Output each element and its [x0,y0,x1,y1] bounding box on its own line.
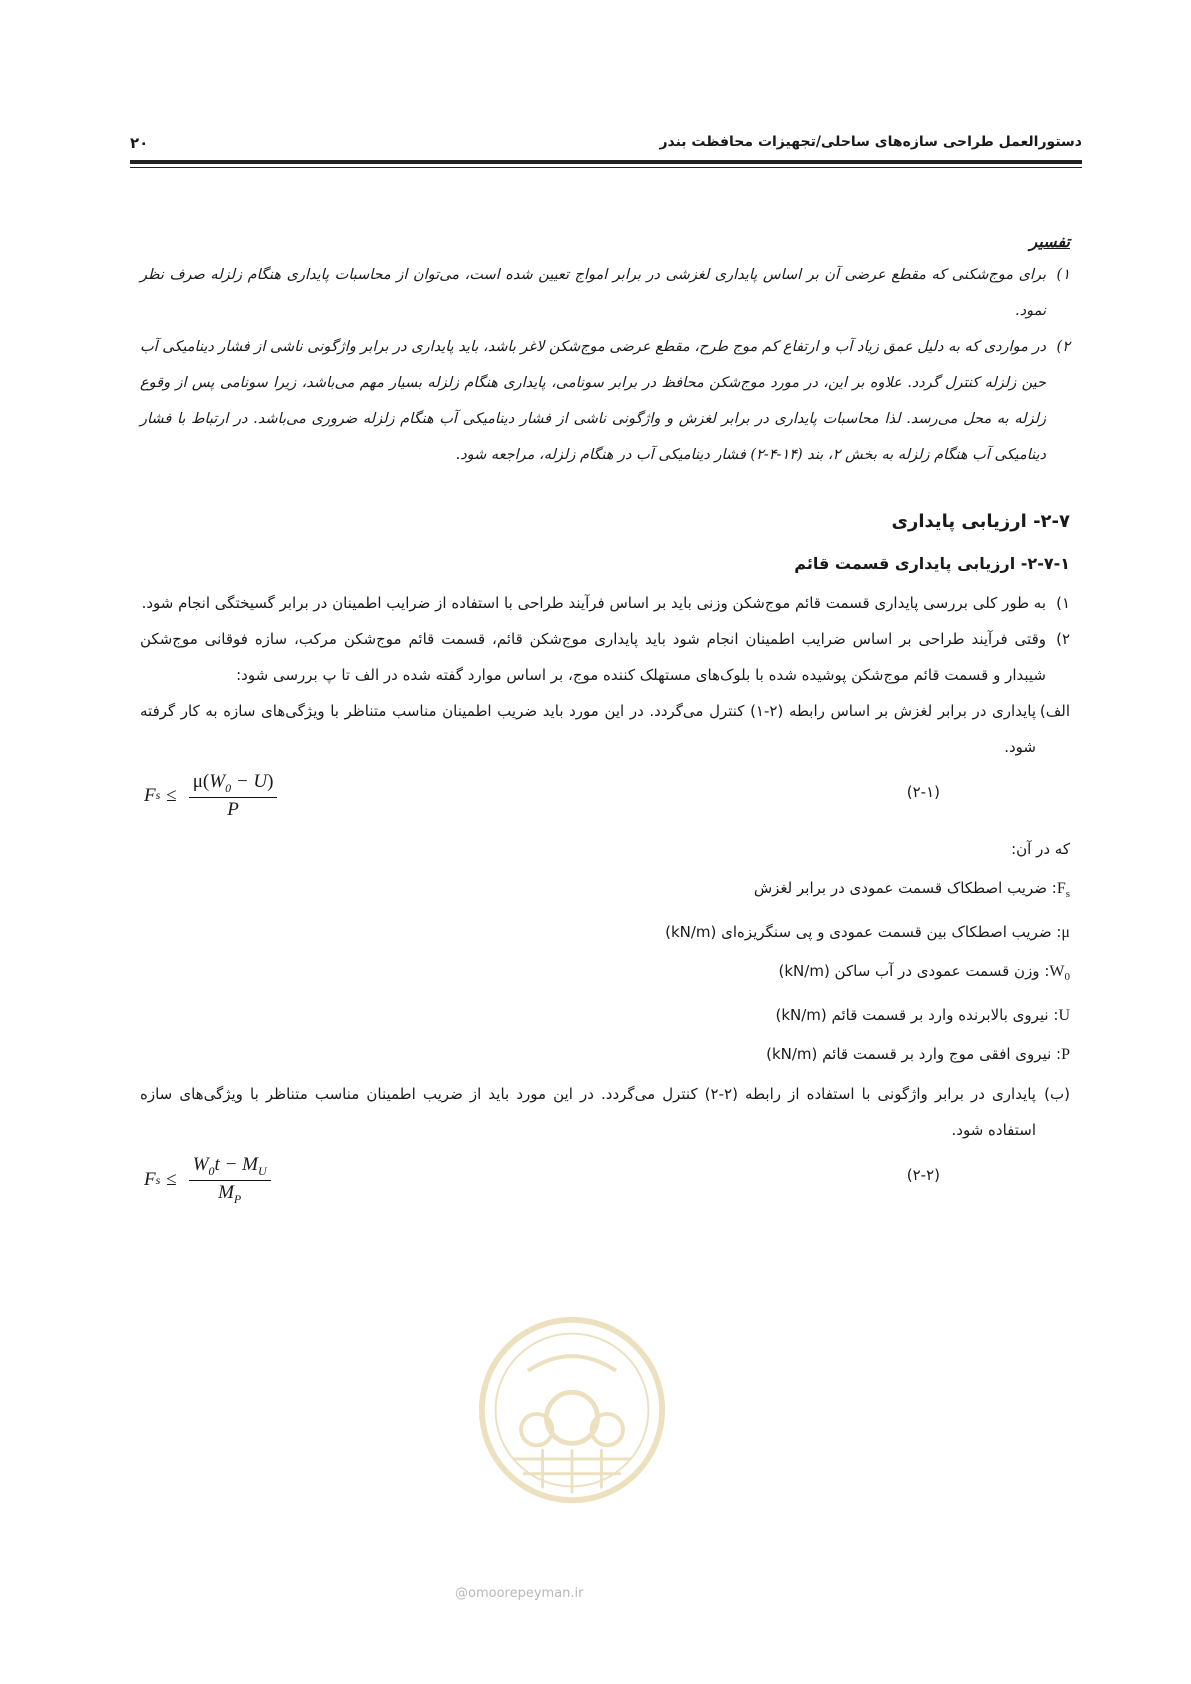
eq-w: W [192,1154,209,1175]
watermark-seal [474,1310,670,1510]
def-text: : نیروی بالابرنده وارد بر قسمت قائم (kN/m) [775,1006,1059,1024]
eq-fraction [189,1154,271,1207]
equation-2 [140,1152,1070,1210]
equation-2-formula [144,1154,271,1207]
def-symbol: U [1058,1007,1070,1024]
eq-numerator [189,771,278,798]
eq-lhs-sub: s [155,1172,161,1187]
item-label: (ب) [1044,1085,1070,1103]
def-symbol: W [1049,963,1065,980]
def-symbol-sub: 0 [1064,971,1070,983]
item-text: در مواردی که به دلیل عمق زیاد آب و ارتفاع کم موج طرح، مقطع عرضی موج‌شکن لاغر باشد، باید پایداری در برابر واژگونی ناشی از فشار دینامیکی آب حین زلزله کنترل گردد. علاوه بر این، در مورد موج‌شکن محافظ در برابر سونامی، پایداری هنگام زلزله بسیار مهم می‌باشد، زیرا سونامی پس از وقوع زلزله به محل می‌رسد. لذا محاسبات پایداری در برابر لغزش و واژگونی ناشی از فشار دینامیکی آب هنگام زلزله ضروری می‌باشد. در ارتباط با فشار دینامیکی آب هنگام زلزله به بخش ۲، بند (۱۴-۴-۲) فشار دینامیکی آب در هنگام زلزله، مراجعه شود. [140,339,1046,463]
interpretation-block [140,232,1070,473]
item-text: پایداری در برابر واژگونی با استفاده از رابطه (۲-۲) کنترل می‌گردد. در این مورد باید از ضریب اطمینان مناسب متناظر با ویژگی‌های سازه استفاده شود. [140,1085,1036,1139]
eq-lhs: F [144,784,156,806]
running-title: دستورالعمل طراحی سازه‌های ساحلی/تجهیزات محافظت بندر [659,134,1082,150]
eq-lhs-sub: s [155,788,161,803]
eq-rest: t − M [214,1154,258,1175]
eq-den-sub: P [233,1191,242,1206]
eq-paren: ( [202,771,210,792]
eq-w-sub: 0 [208,1163,215,1178]
header-rule [130,160,1082,164]
equation-1 [140,769,1070,827]
eq-denominator [218,1181,241,1207]
interpretation-item [140,329,1070,473]
eq-paren: ) [267,771,274,792]
eq-w: W [209,771,226,792]
list-item [140,585,1070,621]
interpretation-item [140,257,1070,329]
item-text: پایداری در برابر لغزش بر اساس رابطه (۲-۱) کنترل می‌گردد. در این مورد باید ضریب اطمینان مناسب متناظر با ویژگی‌های سازه به کار گرفته شود. [140,702,1036,756]
item-number: ۲) [1056,630,1070,648]
page-header [130,128,1082,158]
def-text: : ضریب اصطکاک بین قسمت عمودی و پی سنگریزه‌ای (kN/m) [665,923,1062,941]
def-text: : نیروی افقی موج وارد بر قسمت قائم (kN/m) [766,1045,1062,1063]
page-content [140,232,1070,1214]
eq-lhs: F [144,1169,156,1191]
definition-item [140,952,1070,996]
eq-m-sub: U [257,1163,267,1178]
eq-mu: μ [192,771,203,792]
definition-item [140,1035,1070,1074]
page-number: ۲۰ [130,134,149,152]
def-text: : ضریب اصطکاک قسمت عمودی در برابر لغزش [753,879,1057,897]
eq-w-sub: 0 [225,780,232,795]
eq-rest: − U [231,771,268,792]
def-symbol-sub: s [1065,888,1070,900]
section-heading: ۲-۷- ارزیابی پایداری [891,511,1070,532]
item-text: برای موج‌شکنی که مقطع عرضی آن بر اساس پایداری لغزشی در برابر امواج تعیین شده است، می‌توان از محاسبات پایداری هنگام زلزله صرف نظر نمود. [140,267,1046,319]
def-symbol: F [1056,880,1066,897]
interpretation-title: تفسیر [1029,232,1070,251]
definition-item [140,996,1070,1035]
item-number: ۱) [1056,267,1070,283]
where-label: که در آن: [1011,840,1070,858]
list-item [140,621,1070,693]
eq-numerator [189,1154,271,1181]
eq-fraction [189,771,278,821]
item-label: الف) [1039,702,1070,720]
eq-denominator: P [227,798,239,820]
eq-den-m: M [218,1181,234,1203]
sub-item-b [140,1076,1070,1148]
item-text: وقتی فرآیند طراحی بر اساس ضرایب اطمینان انجام شود باید پایداری موج‌شکن قائم، قسمت قائم موج‌شکن مرکب، سازه فوقانی موج‌شکن شیبدار و قسمت قائم موج‌شکن پوشیده شده با بلوک‌های مستهلک کننده موج، بر اساس موارد گفته شده در الف تا پ بررسی شود: [140,630,1046,684]
definition-item [140,869,1070,913]
equation-number: (۲-۱) [906,783,940,801]
definitions-list [140,869,1070,1074]
eq-relation: ≤ [166,784,177,806]
sub-item-a [140,693,1070,765]
item-text: به طور کلی بررسی پایداری قسمت قائم موج‌شکن وزنی باید بر اساس فرآیند طراحی با استفاده از ضرایب اطمینان در برابر گسیختگی انجام شود. [141,594,1046,612]
header-rule-thin [130,167,1082,168]
watermark-url: @omoorepeyman.ir [455,1586,584,1601]
definition-item [140,913,1070,952]
item-number: ۱) [1056,594,1070,612]
equation-number: (۲-۲) [906,1166,940,1184]
def-text: : وزن قسمت عمودی در آب ساکن (kN/m) [778,962,1050,980]
item-number: ۲) [1056,339,1070,355]
eq-relation: ≤ [166,1169,177,1191]
subsection-heading: ۲-۷-۱- ارزیابی پایداری قسمت قائم [794,554,1070,573]
equation-1-formula [144,771,277,821]
def-symbol: μ [1061,924,1070,941]
def-symbol: P [1061,1046,1070,1063]
section-body [140,585,1070,1210]
